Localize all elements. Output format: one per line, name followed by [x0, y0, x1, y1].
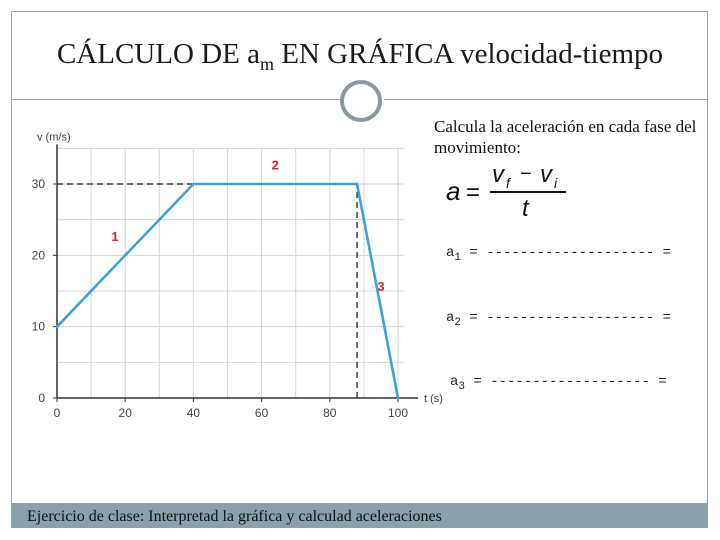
title-divider-left — [12, 99, 340, 100]
title-rest: EN GRÁFICA velocidad-tiempo — [273, 38, 664, 70]
series-point — [193, 184, 194, 185]
phase-label-2: 2 — [271, 157, 279, 173]
formula-vi-sub: i — [554, 175, 558, 191]
x-tick-label: 20 — [118, 406, 132, 420]
instructions-text: Calcula la aceleración en cada fase del movimiento: — [434, 117, 697, 157]
ring-ornament — [340, 80, 382, 122]
formula-equals: = — [466, 179, 481, 206]
answer-1-subscript: 1 — [454, 252, 462, 264]
x-tick-label: 40 — [186, 406, 201, 420]
chart-axes — [32, 131, 443, 420]
series-point — [357, 184, 358, 185]
formula-vf-sub: f — [506, 175, 510, 191]
y-tick-label: 20 — [31, 248, 45, 263]
x-axis-title: t (s) — [424, 393, 443, 405]
velocity-time-chart — [0, 130, 443, 430]
series-point — [398, 398, 399, 399]
series-point — [57, 326, 58, 327]
formula-denominator: t — [522, 195, 529, 222]
title-subscript: m — [259, 53, 274, 74]
answer-1-blank: = -------------------- = — [461, 245, 672, 261]
answer-3-subscript: 3 — [458, 381, 466, 393]
answer-3-blank: = ------------------- = — [465, 374, 667, 390]
answer-2-blank: = -------------------- = — [461, 310, 672, 326]
formula-minus: − — [520, 163, 532, 185]
answer-line-1: $a_1$ = -------------------- = — [446, 245, 672, 264]
y-tick-label: 30 — [31, 177, 45, 191]
phase-label-1: 1 — [111, 229, 119, 245]
title-divider-right — [384, 99, 707, 100]
x-tick-label: 0 — [53, 406, 61, 420]
footer-text: Ejercicio de clase: Interpretad la gráfica y calculad aceleraciones — [27, 508, 442, 525]
formula-vf: v — [492, 161, 504, 188]
y-tick-label: 0 — [38, 391, 45, 405]
answer-2-subscript: 2 — [454, 317, 462, 329]
answer-line-2: $a_2$ = -------------------- = — [446, 310, 672, 329]
formula-vi: v — [540, 161, 552, 188]
acceleration-formula — [444, 162, 574, 222]
phase-label-3: 3 — [377, 279, 385, 294]
x-tick-label: 80 — [323, 406, 337, 420]
x-tick-label: 60 — [254, 406, 269, 420]
x-tick-label: 100 — [387, 406, 409, 420]
y-tick-label: 10 — [31, 319, 45, 334]
slide-title — [0, 38, 720, 75]
title-main: CÁLCULO DE a — [56, 38, 260, 70]
answer-line-3: $a_3$ = ------------------- = — [450, 374, 667, 393]
formula-lhs: a — [446, 176, 461, 206]
y-axis-title: v (m/s) — [37, 131, 71, 144]
